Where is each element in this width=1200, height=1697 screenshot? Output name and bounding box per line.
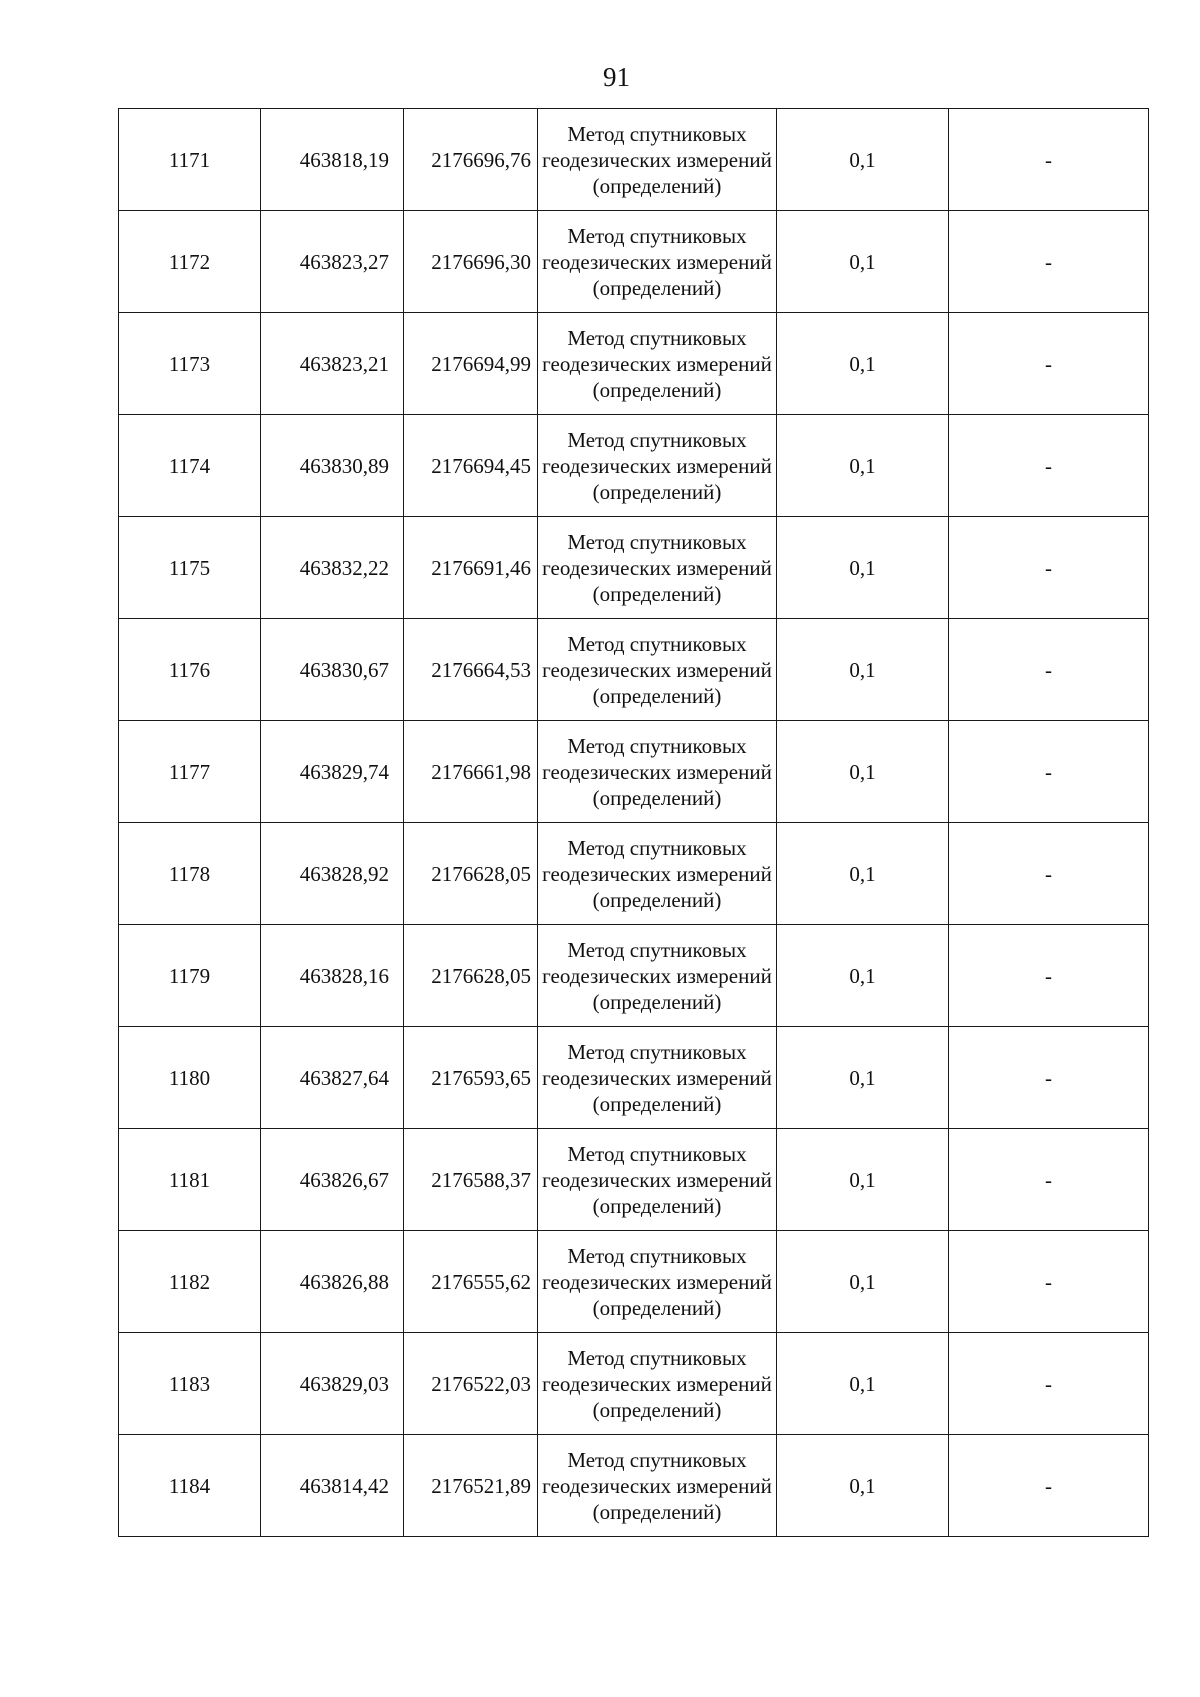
method-line: геодезических измерений — [542, 963, 772, 988]
y-coordinate-cell: 2176588,37 — [404, 1129, 538, 1231]
method-line: геодезических измерений — [542, 1065, 772, 1090]
method-line: геодезических измерений — [542, 759, 772, 784]
x-coordinate-cell: 463823,21 — [261, 313, 404, 415]
x-coordinate-cell: 463826,88 — [261, 1231, 404, 1333]
method-line: геодезических измерений — [542, 147, 772, 172]
method-line: (определений) — [592, 683, 722, 708]
method-line: Метод спутниковых — [567, 1039, 747, 1064]
note-cell: - — [949, 1027, 1149, 1129]
point-number-cell: 1181 — [119, 1129, 261, 1231]
method-cell — [538, 313, 777, 415]
method-line: геодезических измерений — [542, 1167, 772, 1192]
note-cell: - — [949, 313, 1149, 415]
table-row — [119, 823, 1149, 925]
precision-cell: 0,1 — [777, 415, 949, 517]
method-line: (определений) — [592, 275, 722, 300]
method-line: геодезических измерений — [542, 351, 772, 376]
y-coordinate-cell: 2176593,65 — [404, 1027, 538, 1129]
precision-cell: 0,1 — [777, 721, 949, 823]
point-number-cell: 1178 — [119, 823, 261, 925]
method-line: (определений) — [592, 1193, 722, 1218]
note-cell: - — [949, 517, 1149, 619]
precision-cell: 0,1 — [777, 1027, 949, 1129]
note-cell: - — [949, 1231, 1149, 1333]
method-line: геодезических измерений — [542, 249, 772, 274]
method-line: (определений) — [592, 581, 722, 606]
method-line: геодезических измерений — [542, 1473, 772, 1498]
point-number-cell: 1179 — [119, 925, 261, 1027]
x-coordinate-cell: 463814,42 — [261, 1435, 404, 1537]
method-line: Метод спутниковых — [567, 835, 747, 860]
y-coordinate-cell: 2176694,45 — [404, 415, 538, 517]
method-line: геодезических измерений — [542, 1269, 772, 1294]
method-line: геодезических измерений — [542, 1371, 772, 1396]
table-row — [119, 619, 1149, 721]
table-row — [119, 1027, 1149, 1129]
method-line: Метод спутниковых — [567, 1447, 747, 1472]
table-row — [119, 1231, 1149, 1333]
precision-cell: 0,1 — [777, 619, 949, 721]
note-cell: - — [949, 211, 1149, 313]
x-coordinate-cell: 463829,03 — [261, 1333, 404, 1435]
method-line: Метод спутниковых — [567, 1345, 747, 1370]
method-line: геодезических измерений — [542, 861, 772, 886]
table-row — [119, 925, 1149, 1027]
precision-cell: 0,1 — [777, 925, 949, 1027]
table-row — [119, 109, 1149, 211]
x-coordinate-cell: 463832,22 — [261, 517, 404, 619]
x-coordinate-cell: 463828,16 — [261, 925, 404, 1027]
precision-cell: 0,1 — [777, 313, 949, 415]
method-cell — [538, 1333, 777, 1435]
y-coordinate-cell: 2176664,53 — [404, 619, 538, 721]
table-row — [119, 1333, 1149, 1435]
x-coordinate-cell: 463823,27 — [261, 211, 404, 313]
y-coordinate-cell: 2176522,03 — [404, 1333, 538, 1435]
y-coordinate-cell: 2176696,30 — [404, 211, 538, 313]
note-cell: - — [949, 721, 1149, 823]
method-line: Метод спутниковых — [567, 223, 747, 248]
y-coordinate-cell: 2176628,05 — [404, 823, 538, 925]
point-number-cell: 1173 — [119, 313, 261, 415]
table-row — [119, 415, 1149, 517]
method-cell — [538, 1027, 777, 1129]
note-cell: - — [949, 823, 1149, 925]
table-row — [119, 1129, 1149, 1231]
method-cell — [538, 925, 777, 1027]
method-cell — [538, 619, 777, 721]
y-coordinate-cell: 2176628,05 — [404, 925, 538, 1027]
table-row — [119, 313, 1149, 415]
method-line: Метод спутниковых — [567, 529, 747, 554]
method-cell — [538, 211, 777, 313]
method-line: геодезических измерений — [542, 555, 772, 580]
precision-cell: 0,1 — [777, 1231, 949, 1333]
y-coordinate-cell: 2176661,98 — [404, 721, 538, 823]
method-cell — [538, 109, 777, 211]
point-number-cell: 1174 — [119, 415, 261, 517]
x-coordinate-cell: 463826,67 — [261, 1129, 404, 1231]
note-cell: - — [949, 1333, 1149, 1435]
method-line: Метод спутниковых — [567, 325, 747, 350]
table-row — [119, 211, 1149, 313]
point-number-cell: 1184 — [119, 1435, 261, 1537]
method-line: (определений) — [592, 1091, 722, 1116]
coordinates-table — [118, 108, 1149, 1537]
method-cell — [538, 1129, 777, 1231]
method-line: (определений) — [592, 989, 722, 1014]
method-line: Метод спутниковых — [567, 1243, 747, 1268]
y-coordinate-cell: 2176694,99 — [404, 313, 538, 415]
x-coordinate-cell: 463830,89 — [261, 415, 404, 517]
precision-cell: 0,1 — [777, 109, 949, 211]
method-line: (определений) — [592, 1499, 722, 1524]
method-line: (определений) — [592, 377, 722, 402]
table-body — [119, 109, 1149, 1537]
precision-cell: 0,1 — [777, 823, 949, 925]
precision-cell: 0,1 — [777, 211, 949, 313]
precision-cell: 0,1 — [777, 1129, 949, 1231]
method-line: геодезических измерений — [542, 453, 772, 478]
precision-cell: 0,1 — [777, 1333, 949, 1435]
method-line: Метод спутниковых — [567, 631, 747, 656]
point-number-cell: 1176 — [119, 619, 261, 721]
y-coordinate-cell: 2176521,89 — [404, 1435, 538, 1537]
note-cell: - — [949, 925, 1149, 1027]
x-coordinate-cell: 463818,19 — [261, 109, 404, 211]
y-coordinate-cell: 2176691,46 — [404, 517, 538, 619]
x-coordinate-cell: 463830,67 — [261, 619, 404, 721]
method-line: (определений) — [592, 1295, 722, 1320]
method-cell — [538, 415, 777, 517]
x-coordinate-cell: 463827,64 — [261, 1027, 404, 1129]
point-number-cell: 1171 — [119, 109, 261, 211]
point-number-cell: 1183 — [119, 1333, 261, 1435]
method-line: (определений) — [592, 785, 722, 810]
method-cell — [538, 517, 777, 619]
method-cell — [538, 1231, 777, 1333]
method-line: геодезических измерений — [542, 657, 772, 682]
method-cell — [538, 823, 777, 925]
note-cell: - — [949, 415, 1149, 517]
method-line: (определений) — [592, 887, 722, 912]
note-cell: - — [949, 109, 1149, 211]
point-number-cell: 1177 — [119, 721, 261, 823]
method-line: (определений) — [592, 1397, 722, 1422]
y-coordinate-cell: 2176696,76 — [404, 109, 538, 211]
note-cell: - — [949, 619, 1149, 721]
note-cell: - — [949, 1129, 1149, 1231]
method-line: (определений) — [592, 173, 722, 198]
table-row — [119, 721, 1149, 823]
method-cell — [538, 721, 777, 823]
precision-cell: 0,1 — [777, 1435, 949, 1537]
method-line: Метод спутниковых — [567, 733, 747, 758]
method-cell — [538, 1435, 777, 1537]
point-number-cell: 1182 — [119, 1231, 261, 1333]
method-line: Метод спутниковых — [567, 427, 747, 452]
precision-cell: 0,1 — [777, 517, 949, 619]
table-row — [119, 1435, 1149, 1537]
method-line: Метод спутниковых — [567, 121, 747, 146]
method-line: Метод спутниковых — [567, 937, 747, 962]
point-number-cell: 1172 — [119, 211, 261, 313]
point-number-cell: 1180 — [119, 1027, 261, 1129]
method-line: (определений) — [592, 479, 722, 504]
table-row — [119, 517, 1149, 619]
page-number: 91 — [603, 62, 630, 92]
method-line: Метод спутниковых — [567, 1141, 747, 1166]
note-cell: - — [949, 1435, 1149, 1537]
point-number-cell: 1175 — [119, 517, 261, 619]
x-coordinate-cell: 463829,74 — [261, 721, 404, 823]
x-coordinate-cell: 463828,92 — [261, 823, 404, 925]
y-coordinate-cell: 2176555,62 — [404, 1231, 538, 1333]
